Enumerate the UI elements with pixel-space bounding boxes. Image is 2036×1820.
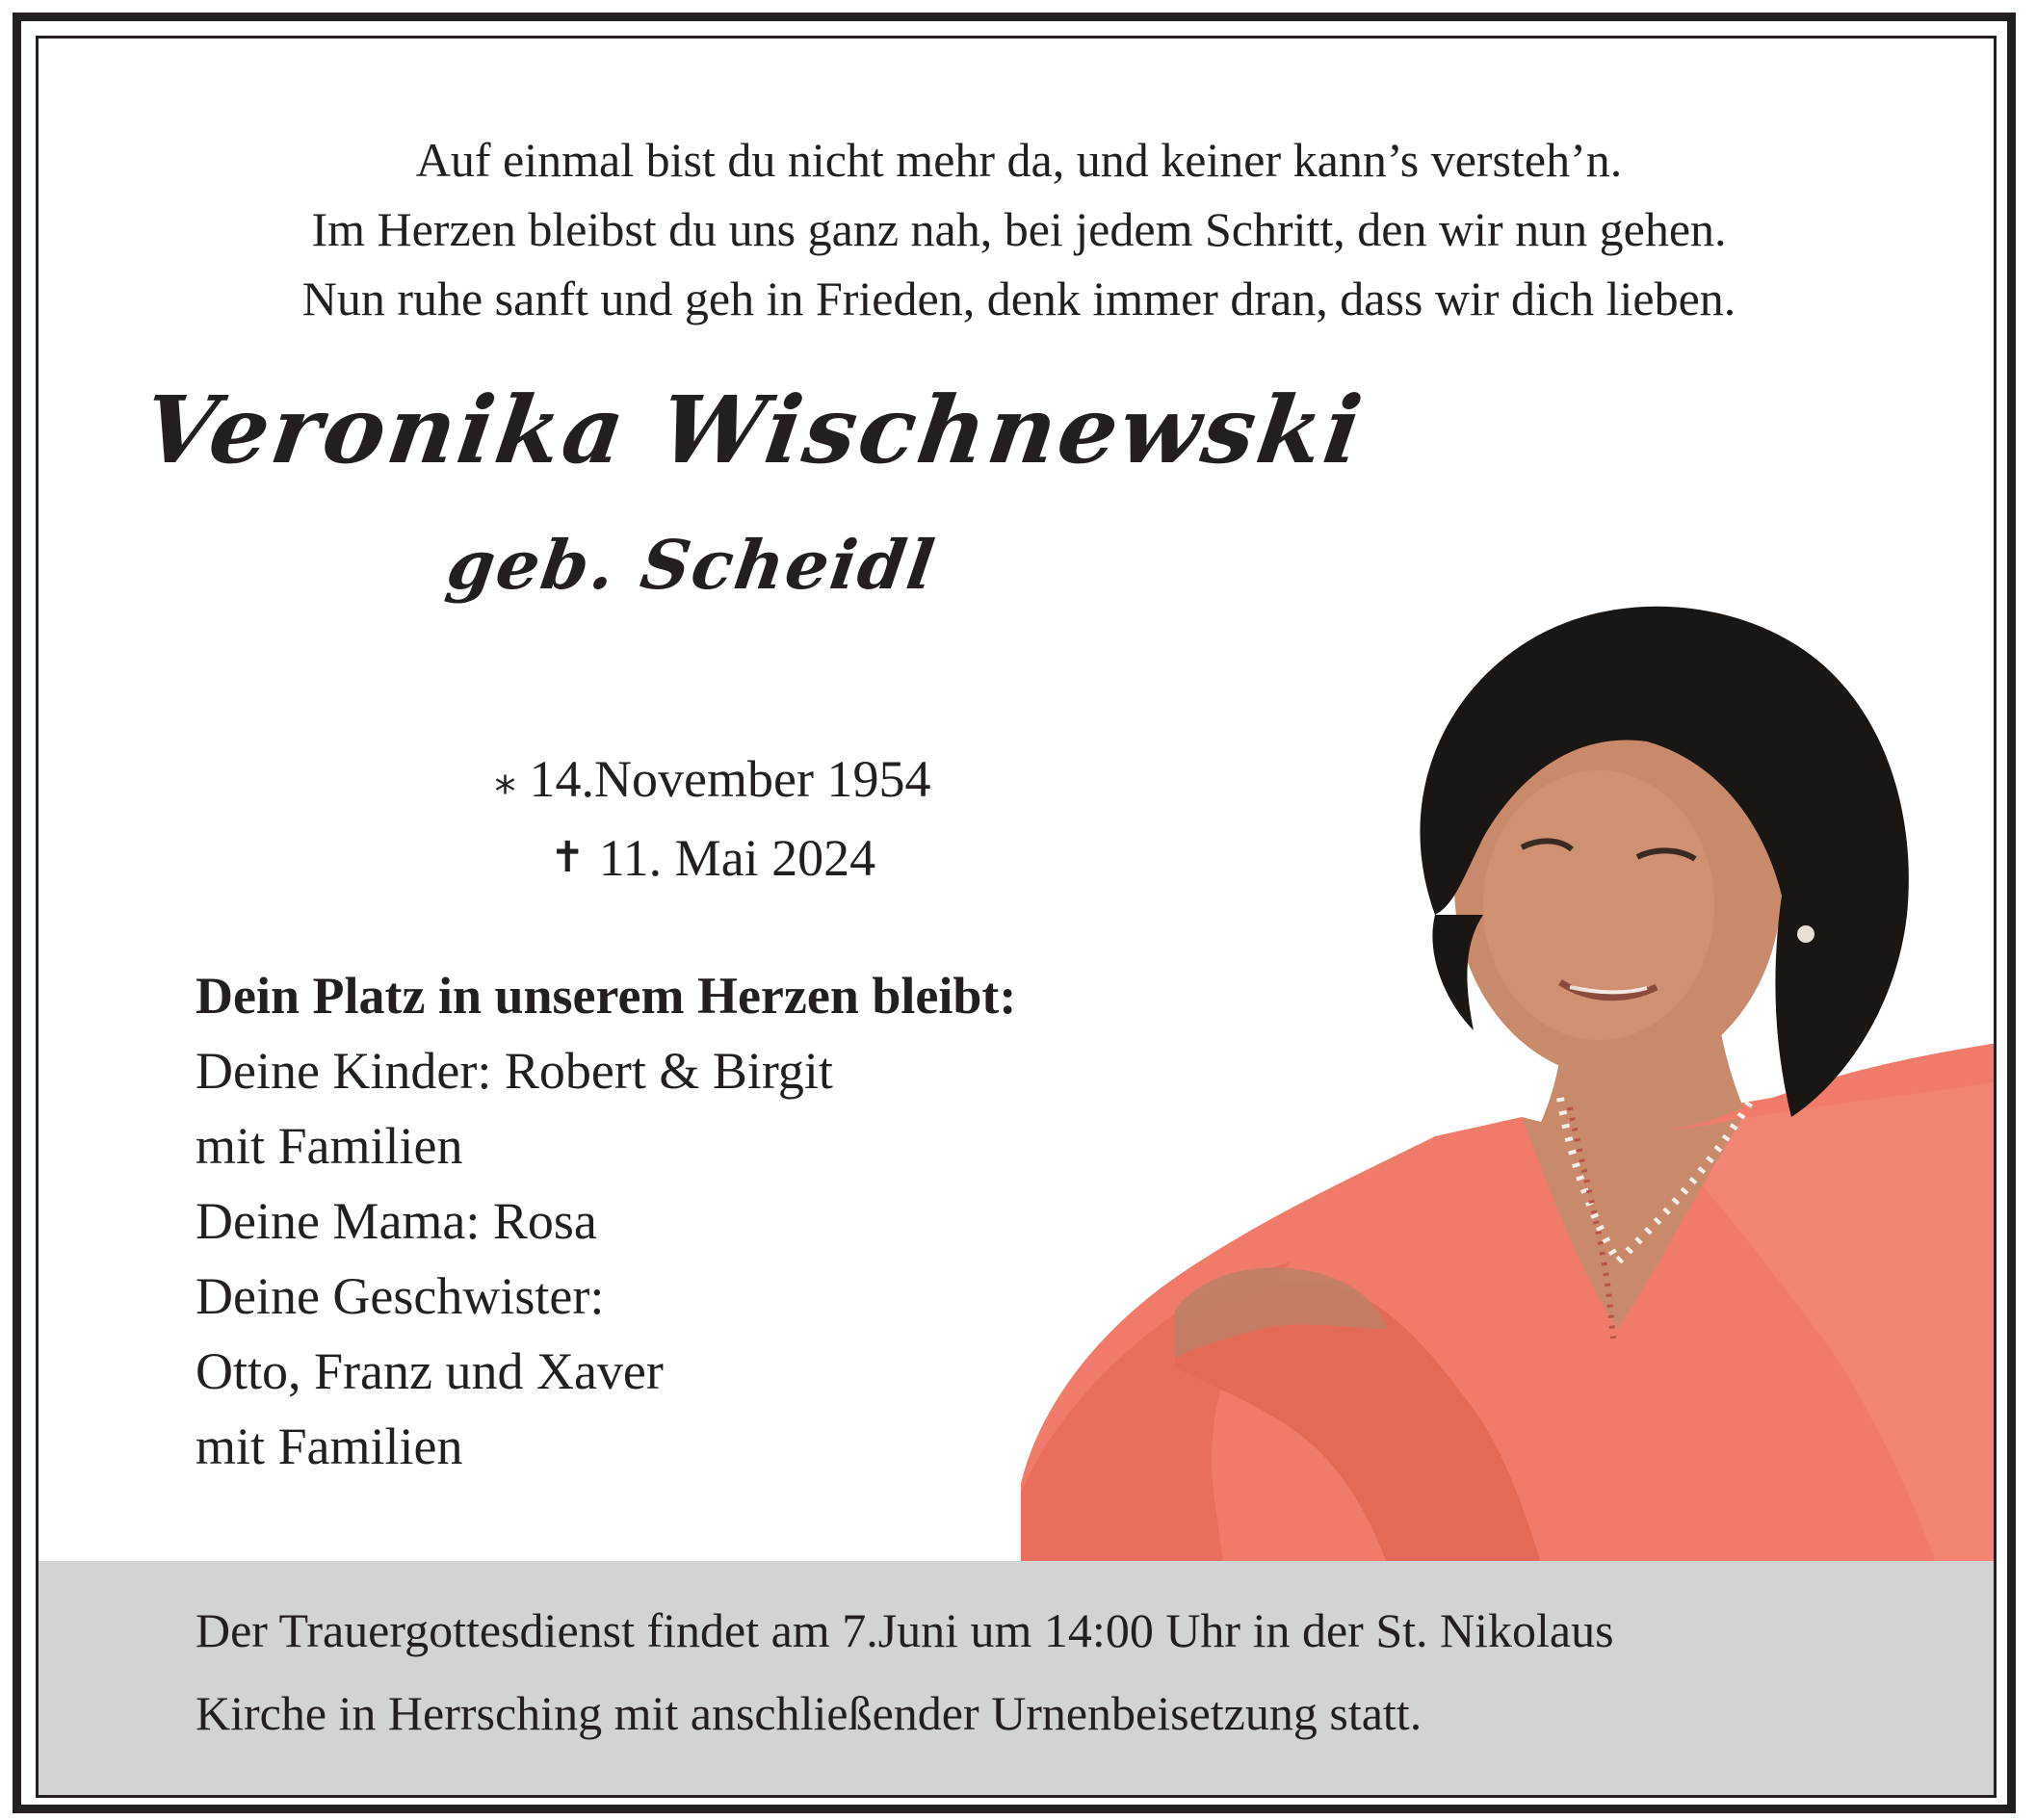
survivor-line: Deine Kinder: Robert & Birgit — [196, 1042, 833, 1100]
survivors-list — [196, 958, 1016, 1484]
poem-line: Auf einmal bist du nicht mehr da, und keiner kann’s versteh’n. — [415, 133, 1623, 187]
birth-date-row — [424, 740, 1002, 819]
service-info — [196, 1589, 1614, 1755]
service-line: Kirche in Herrsching mit anschließender Urnenbeisetzung statt. — [196, 1686, 1423, 1740]
service-line: Der Trauergottesdienst findet am 7.Juni um 14:00 Uhr in der St. Nikolaus — [196, 1603, 1614, 1657]
death-date-row — [424, 819, 1002, 897]
obituary-card — [36, 36, 1997, 1798]
memorial-poem — [39, 125, 1997, 333]
cross-icon: ✝ — [549, 833, 586, 882]
survivor-line: Deine Geschwister: — [196, 1267, 605, 1325]
birth-name: geb. Scheidl — [442, 525, 941, 605]
survivor-line: Deine Mama: Rosa — [196, 1192, 597, 1250]
poem-line: Im Herzen bleibst du uns ganz nah, bei jedem Schritt, den wir nun gehen. — [311, 202, 1727, 256]
survivor-line: Otto, Franz und Xaver — [196, 1342, 664, 1400]
death-date: 11. Mai 2024 — [598, 829, 876, 887]
birth-star-icon: ⁎ — [494, 754, 516, 803]
survivor-line: mit Familien — [196, 1117, 463, 1175]
life-dates — [424, 740, 1002, 897]
survivor-line: mit Familien — [196, 1417, 463, 1475]
deceased-name: Veronika Wischnewski — [137, 376, 1371, 484]
survivors-heading: Dein Platz in unserem Herzen bleibt: — [196, 967, 1017, 1025]
poem-line: Nun ruhe sanft und geh in Frieden, denk immer dran, dass wir dich lieben. — [301, 272, 1736, 325]
portrait-photo — [982, 597, 1997, 1563]
birth-date: 14.November 1954 — [529, 750, 931, 808]
